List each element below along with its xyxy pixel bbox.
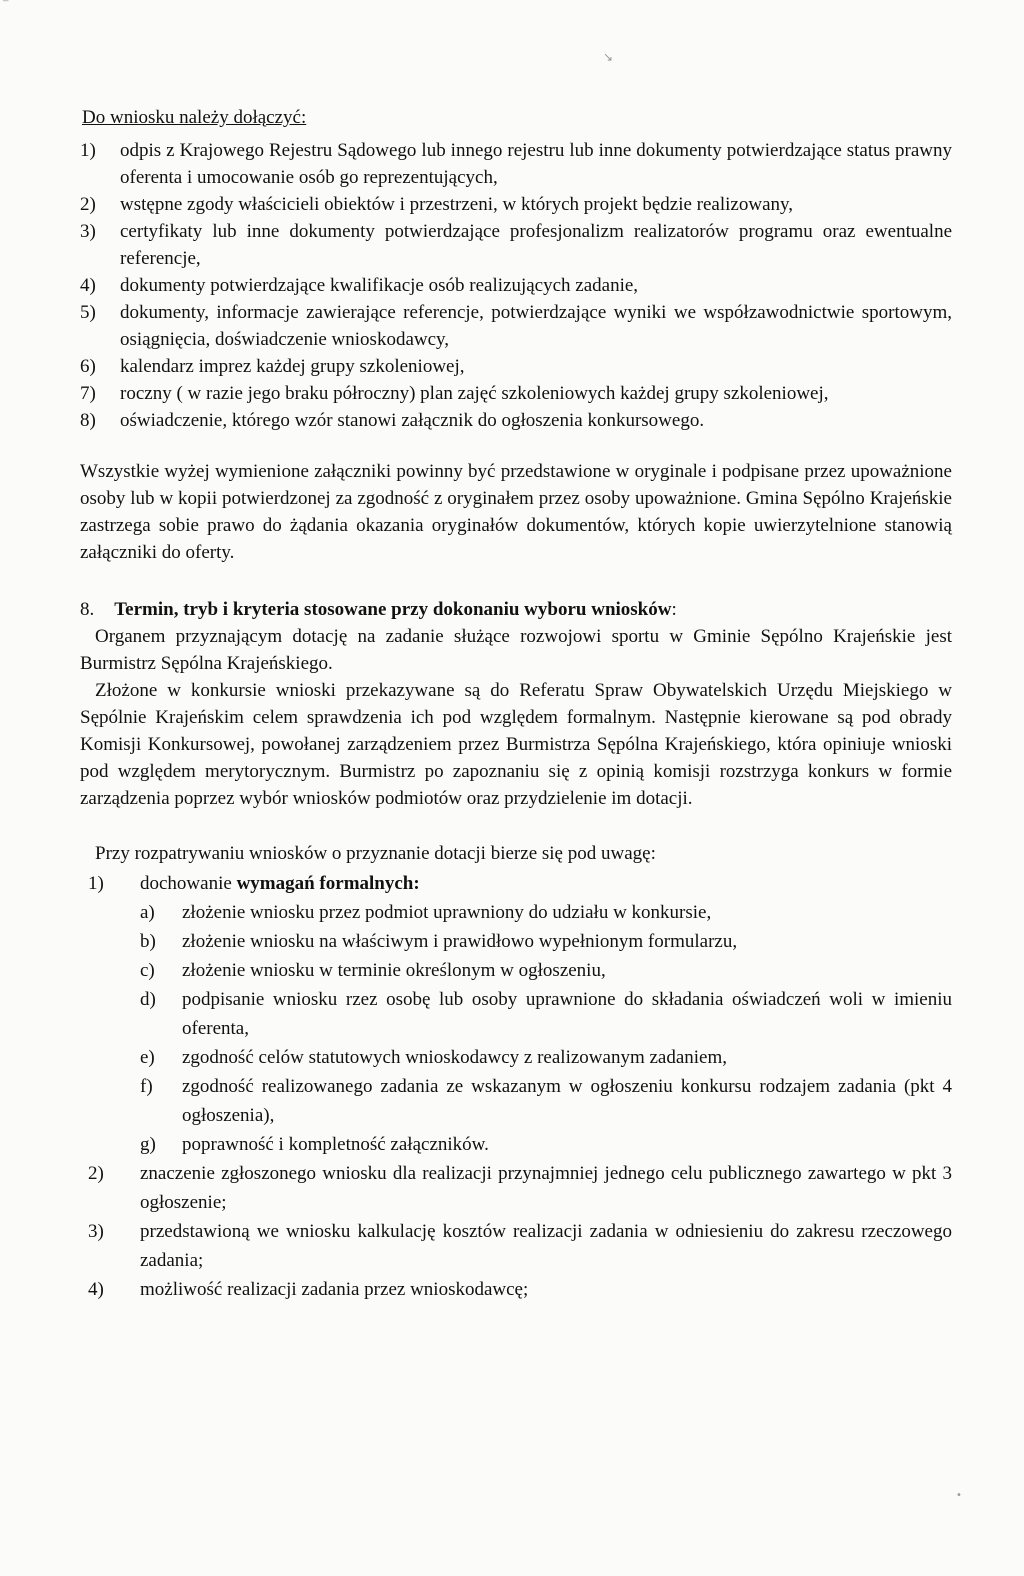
list-number: 6) bbox=[80, 356, 96, 377]
attachment-item bbox=[80, 380, 952, 407]
attachment-item bbox=[80, 137, 952, 191]
attachments-heading: Do wniosku należy dołączyć: bbox=[82, 107, 307, 128]
list-number: 8) bbox=[80, 410, 96, 431]
emphasis-text: wymagań formalnych: bbox=[236, 873, 420, 894]
list-number: f) bbox=[140, 1076, 153, 1097]
list-item-text: możliwość realizacji zadania przez wnioskodawcę; bbox=[140, 1279, 529, 1300]
list-number: 5) bbox=[80, 302, 96, 323]
sub-criteria-item bbox=[140, 985, 952, 1043]
list-item-text: dokumenty potwierdzające kwalifikacje osób realizujących zadanie, bbox=[120, 275, 639, 296]
list-number: 3) bbox=[80, 221, 96, 242]
criteria-item bbox=[80, 1159, 952, 1217]
list-item-text: certyfikaty lub inne dokumenty potwierdzające profesjonalizm realizatorów programu oraz ewentualne referencje, bbox=[120, 221, 952, 269]
list-item-text: wstępne zgody właścicieli obiektów i przestrzeni, w których projekt będzie realizowany, bbox=[120, 194, 794, 215]
sub-criteria-item bbox=[140, 956, 952, 985]
list-number: 3) bbox=[88, 1221, 104, 1242]
sub-criteria-item bbox=[140, 1043, 952, 1072]
list-item-text: zgodność celów statutowych wnioskodawcy z realizowanym zadaniem, bbox=[182, 1047, 728, 1068]
criteria-list bbox=[80, 869, 952, 1304]
list-number: g) bbox=[140, 1134, 156, 1155]
list-number: 2) bbox=[80, 194, 96, 215]
section-number: 8. bbox=[80, 599, 95, 620]
list-item-text: przedstawioną we wniosku kalkulację kosztów realizacji zadania w odniesieniu do zakresu rzeczowego zadania; bbox=[140, 1221, 952, 1271]
list-item-text: poprawność i kompletność załączników. bbox=[182, 1134, 489, 1155]
section-title: Termin, tryb i kryteria stosowane przy dokonaniu wyboru wniosków bbox=[114, 599, 672, 620]
attachment-item bbox=[80, 218, 952, 272]
attachment-item bbox=[80, 299, 952, 353]
section-8-title bbox=[80, 596, 952, 623]
list-item-text: kalendarz imprez każdej grupy szkoleniowej, bbox=[120, 356, 465, 377]
scan-speck-icon: • bbox=[956, 1490, 962, 1501]
section-title-text bbox=[94, 596, 677, 623]
attachments-note: Wszystkie wyżej wymienione załączniki powinny być przedstawione w oryginale i podpisane przez upoważnione osoby lub w kopii potwierdzonej za zgodność z oryginałem przez osoby upoważnione. Gmina Sępólno Krajeńskie zastrzega sobie prawo do żądania okazania oryginałów dokumentów, których kopie uwierzytelnione stanowią załączniki do oferty. bbox=[80, 461, 952, 563]
list-number: c) bbox=[140, 960, 155, 981]
criteria-intro: Przy rozpatrywaniu wniosków o przyznanie dotacji bierze się pod uwagę: bbox=[95, 843, 656, 864]
list-number: 7) bbox=[80, 383, 96, 404]
list-item-text: podpisanie wniosku rzez osobę lub osoby uprawnione do składania oświadczeń woli w imieniu oferenta, bbox=[182, 989, 952, 1039]
sub-criteria-item bbox=[140, 1130, 952, 1159]
sub-criteria-item bbox=[140, 927, 952, 956]
list-item-text: złożenie wniosku w terminie określonym w ogłoszeniu, bbox=[182, 960, 606, 981]
section-8-para-2 bbox=[80, 677, 952, 812]
scan-speck-icon: ⁻ bbox=[2, 0, 10, 12]
section-8-para-2-text: Złożone w konkursie wnioski przekazywane są do Referatu Spraw Obywatelskich Urzędu Miejskiego w Sępólnie Krajeńskim celem sprawdzenia ich pod względem formalnym. Następnie kierowane są pod obrady Komisji Konkursowej, powołanej zarządzeniem przez Burmistrza Sępólna Krajeńskiego, która opiniuje wnioski pod względem merytorycznym. Burmistrz po zapoznaniu się z opinią komisji rozstrzyga konkurs w formie zarządzenia poprzez wybór wniosków podmiotów oraz przydzielenie im dotacji. bbox=[80, 680, 952, 809]
attachment-item bbox=[80, 353, 952, 380]
list-number: 4) bbox=[88, 1279, 104, 1300]
criteria-item bbox=[80, 1275, 952, 1304]
list-item-text: dochowanie wymagań formalnych: a) złożenie wniosku przez podmiot uprawniony do udziału w konkursie, b) złożenie wniosku na właściwym i prawidłowo wypełnionym formularzu, c) złożenie wniosku w terminie określonym w ogłoszeniu, d) podpisanie wniosku rzez osobę lub osoby uprawnione do składania oświadczeń woli w imieniu oferenta, e) zgodność celów statutowych wnioskodawcy z realizowanym zadaniem, f) zgodność realizowanego zadania ze wskazanym w ogłoszeniu konkursu rodzajem zadania (pkt 4 ogłoszenia), g) poprawność i kompletność załączników. bbox=[140, 869, 952, 1159]
list-number: a) bbox=[140, 902, 155, 923]
list-number: b) bbox=[140, 931, 156, 952]
sub-criteria-list bbox=[140, 898, 952, 1159]
list-number: 1) bbox=[80, 140, 96, 161]
list-item-text: odpis z Krajowego Rejestru Sądowego lub innego rejestru lub inne dokumenty potwierdzające status prawny oferenta i umocowanie osób go reprezentujących, bbox=[120, 140, 952, 188]
criteria-item bbox=[80, 1217, 952, 1275]
list-number: d) bbox=[140, 989, 156, 1010]
list-item-text: złożenie wniosku na właściwym i prawidłowo wypełnionym formularzu, bbox=[182, 931, 738, 952]
list-number: 1) bbox=[88, 873, 104, 894]
attachment-item bbox=[80, 272, 952, 299]
list-item-text: dokumenty, informacje zawierające referencje, potwierdzające wyniki we współzawodnictwie sportowym, osiągnięcia, doświadczenie wnioskodawcy, bbox=[120, 302, 952, 350]
list-item-text: oświadczenie, którego wzór stanowi załącznik do ogłoszenia konkursowego. bbox=[120, 410, 705, 431]
attachments-list bbox=[80, 137, 952, 434]
sub-criteria-item bbox=[140, 1072, 952, 1130]
list-item-text: złożenie wniosku przez podmiot uprawniony do udziału w konkursie, bbox=[182, 902, 712, 923]
list-number: 2) bbox=[88, 1163, 104, 1184]
list-number: 4) bbox=[80, 275, 96, 296]
section-8-para-1 bbox=[80, 623, 952, 677]
document-body bbox=[80, 104, 952, 1304]
attachment-item bbox=[80, 191, 952, 218]
scan-speck-icon: ↘ bbox=[603, 50, 614, 64]
section-title-suffix: : bbox=[671, 599, 677, 620]
list-number: e) bbox=[140, 1047, 155, 1068]
list-item-text: znaczenie zgłoszonego wniosku dla realizacji przynajmniej jednego celu publicznego zawartego w pkt 3 ogłoszenie; bbox=[140, 1163, 952, 1213]
section-8-para-1-text: Organem przyznającym dotację na zadanie służące rozwojowi sportu w Gminie Sępólno Krajeńskie jest Burmistrz Sępólna Krajeńskiego. bbox=[80, 626, 952, 674]
attachment-item bbox=[80, 407, 952, 434]
list-item-text: zgodność realizowanego zadania ze wskazanym w ogłoszeniu konkursu rodzajem zadania (pkt 4 ogłoszenia), bbox=[182, 1076, 952, 1126]
criteria-item bbox=[80, 869, 952, 1159]
sub-criteria-item bbox=[140, 898, 952, 927]
list-item-text: roczny ( w razie jego braku półroczny) plan zajęć szkoleniowych każdej grupy szkoleniowej, bbox=[120, 383, 829, 404]
